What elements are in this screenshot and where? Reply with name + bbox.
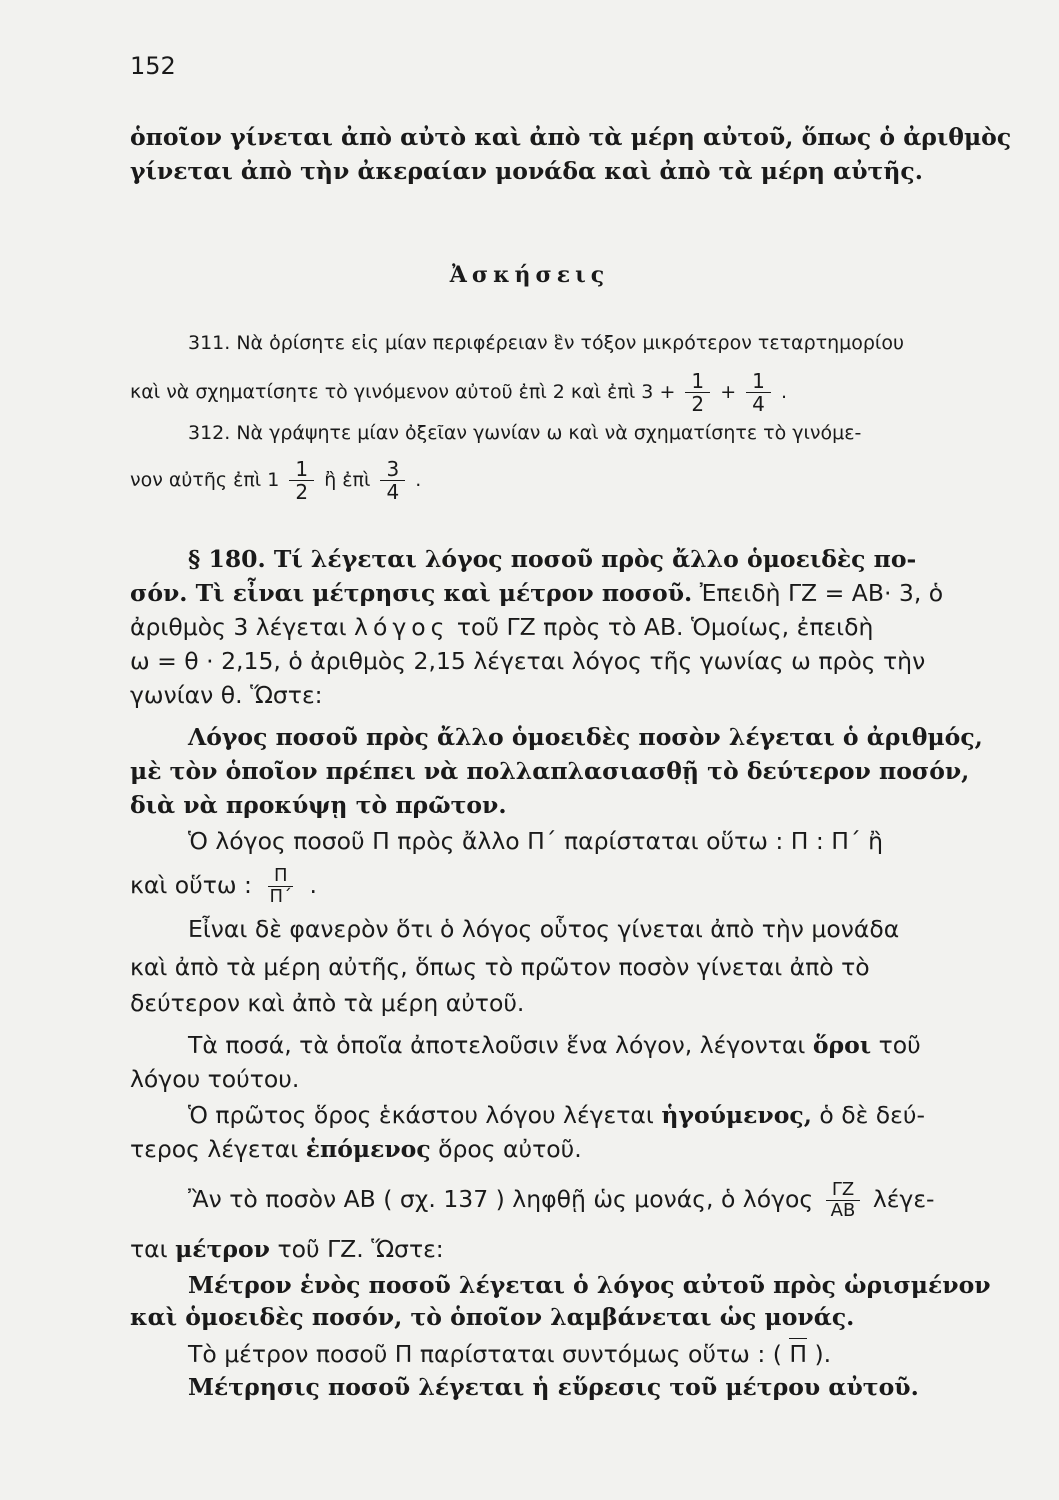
fraction-ratio-notation bbox=[263, 866, 298, 907]
section-text: Ἐπειδὴ ΓΖ = ΑΒ· 3, ὁ bbox=[699, 579, 944, 607]
measure-line-2 bbox=[130, 1234, 444, 1264]
section-line-5: γωνίαν θ. Ὥστε: bbox=[130, 681, 323, 709]
terms-text: ὅρος αὐτοῦ. bbox=[438, 1135, 582, 1163]
definition-ratio-line-2: μὲ τὸν ὁποῖον πρέπει νὰ πολλαπλασιασθῇ τὸ δεύτερον ποσόν, bbox=[130, 757, 970, 785]
terms-text: Ὁ πρῶτος ὅρος ἑκάστου λόγου λέγεται bbox=[188, 1101, 654, 1129]
fraction-one-quarter bbox=[746, 370, 771, 415]
exercise-312-line-2 bbox=[130, 458, 421, 503]
definition-measurement: Μέτρησις ποσοῦ λέγεται ἡ εὕρεσις τοῦ μέτρου αὐτοῦ. bbox=[188, 1373, 919, 1401]
definition-ratio-line-3: διὰ νὰ προκύψῃ τὸ πρῶτον. bbox=[130, 791, 507, 819]
fraction-denominator: 2 bbox=[691, 392, 705, 416]
terms-text: Τὰ ποσά, τὰ ὁποῖα ἀποτελοῦσιν ἕνα λόγον, λέγονται bbox=[188, 1031, 806, 1059]
fraction-one-half bbox=[685, 370, 710, 415]
measure-text: λέγε- bbox=[872, 1185, 935, 1213]
fraction-denominator: 4 bbox=[752, 392, 765, 416]
fraction-numerator: ΓΖ bbox=[826, 1180, 860, 1201]
page-number: 152 bbox=[130, 52, 176, 80]
terms-text: τερος λέγεται bbox=[130, 1135, 299, 1163]
exercise-311-text: καὶ νὰ σχηματίσητε τὸ γινόμενον αὐτοῦ ἐπὶ 2 καὶ ἐπὶ 3 bbox=[130, 381, 654, 403]
definition-measure-line-2: καὶ ὁμοειδὲς ποσόν, τὸ ὁποῖον λαμβάνεται ὡς μονάς. bbox=[130, 1303, 855, 1331]
measure-text: Ἂν τὸ ποσὸν ΑΒ ( σχ. 137 ) ληφθῇ ὡς μονάς, ὁ λόγος bbox=[188, 1185, 814, 1213]
fraction-numerator: 1 bbox=[746, 370, 771, 393]
terms-line-1 bbox=[188, 1030, 921, 1060]
obvious-line-2: καὶ ἀπὸ τὰ μέρη αὐτῆς, ὅπως τὸ πρῶτον ποσὸν γίνεται ἀπὸ τὸ bbox=[130, 953, 870, 981]
section-line-4: ω = θ · 2,15, ὁ ἀριθμὸς 2,15 λέγεται λόγος τῆς γωνίας ω πρὸς τὴν bbox=[130, 647, 926, 675]
section-title-line-2 bbox=[130, 578, 943, 608]
term-bold: ὅροι bbox=[812, 1031, 872, 1059]
period: . bbox=[309, 871, 317, 899]
fraction-numerator: 1 bbox=[289, 458, 314, 481]
or-text: ἢ ἐπὶ bbox=[324, 469, 371, 491]
fraction-denominator: 2 bbox=[295, 480, 309, 504]
obvious-line-3: δεύτερον καὶ ἀπὸ τὰ μέρη αὐτοῦ. bbox=[130, 989, 525, 1017]
obvious-line-1: Εἶναι δὲ φανερὸν ὅτι ὁ λόγος οὗτος γίνεται ἀπὸ τὴν μονάδα bbox=[188, 915, 900, 943]
definition-ratio-line-1: Λόγος ποσοῦ πρὸς ἄλλο ὁμοειδὲς ποσὸν λέγεται ὁ ἀριθμός, bbox=[188, 723, 983, 751]
fraction-one-half bbox=[289, 458, 314, 503]
fraction-denominator: Π΄ bbox=[269, 886, 292, 907]
notation-line-2 bbox=[130, 866, 317, 907]
exercise-311-line-2 bbox=[130, 370, 787, 415]
fraction-three-quarters bbox=[380, 458, 405, 503]
terms-text: ὁ δὲ δεύ- bbox=[819, 1101, 925, 1129]
section-title-line-1: § 180. Τί λέγεται λόγος ποσοῦ πρὸς ἄλλο ὁμοειδὲς πο- bbox=[188, 545, 917, 573]
plus-sign: + bbox=[720, 381, 737, 403]
terms-line-3 bbox=[188, 1100, 925, 1130]
fraction-numerator: 1 bbox=[685, 370, 710, 393]
measure-notation-text: ). bbox=[814, 1340, 832, 1368]
section-text: ἀριθμὸς 3 λέγεται bbox=[130, 613, 347, 641]
section-line-3 bbox=[130, 612, 873, 642]
period: . bbox=[780, 381, 787, 403]
term-bold: ἡγούμενος, bbox=[661, 1101, 812, 1129]
term-bold: ἑπόμενος bbox=[305, 1135, 431, 1163]
fraction-denominator: 4 bbox=[386, 480, 400, 504]
overlined-symbol: Π bbox=[789, 1340, 808, 1368]
section-title-bold: σόν. Τὶ εἶναι μέτρησις καὶ μέτρον ποσοῦ. bbox=[130, 579, 693, 607]
fraction-gz-ab bbox=[825, 1180, 862, 1221]
intro-line-2: γίνεται ἀπὸ τὴν ἀκεραίαν μονάδα καὶ ἀπὸ τὰ μέρη αὐτῆς. bbox=[130, 157, 923, 185]
fraction-numerator: 3 bbox=[380, 458, 405, 481]
section-text: τοῦ ΓΖ πρὸς τὸ ΑΒ. Ὁμοίως, ἐπειδὴ bbox=[456, 613, 874, 641]
plus-sign: + bbox=[659, 381, 676, 403]
measure-notation-line bbox=[188, 1338, 831, 1369]
fraction-numerator: Π bbox=[268, 866, 294, 887]
exercise-311-line-1: 311. Νὰ ὁρίσητε εἰς μίαν περιφέρειαν ἓν τόξον μικρότερον τεταρτημορίου bbox=[188, 332, 904, 354]
definition-measure-line-1: Μέτρον ἑνὸς ποσοῦ λέγεται ὁ λόγος αὐτοῦ πρὸς ὡρισμένον bbox=[188, 1271, 991, 1299]
period: . bbox=[415, 469, 422, 491]
term-bold: μέτρον bbox=[175, 1235, 270, 1263]
measure-text: τοῦ ΓΖ. Ὥστε: bbox=[277, 1235, 444, 1263]
exercise-312-text: νον αὐτῆς ἐπὶ 1 bbox=[130, 469, 280, 491]
fraction-denominator: ΑΒ bbox=[830, 1200, 856, 1221]
measure-notation-text: Τὸ μέτρον ποσοῦ Π παρίσταται συντόμως οὕτω : ( bbox=[188, 1340, 782, 1368]
measure-text: ται bbox=[130, 1235, 168, 1263]
terms-line-2: λόγου τούτου. bbox=[130, 1065, 300, 1093]
notation-text: καὶ οὕτω : bbox=[130, 871, 252, 899]
notation-line-1: Ὁ λόγος ποσοῦ Π πρὸς ἄλλο Π΄ παρίσταται οὕτω : Π : Π΄ ἢ bbox=[188, 827, 884, 855]
terms-text: τοῦ bbox=[878, 1031, 921, 1059]
measure-line-1 bbox=[188, 1180, 935, 1221]
terms-line-4 bbox=[130, 1134, 582, 1164]
exercises-heading: Ἀσκήσεις bbox=[449, 262, 610, 288]
spaced-term: λόγος bbox=[354, 613, 450, 641]
intro-line-1: ὁποῖον γίνεται ἀπὸ αὐτὸ καὶ ἀπὸ τὰ μέρη αὐτοῦ, ὅπως ὁ ἀριθμὸς bbox=[130, 123, 1012, 151]
exercise-312-line-1: 312. Νὰ γράψητε μίαν ὀξεῖαν γωνίαν ω καὶ νὰ σχηματίσητε τὸ γινόμε- bbox=[188, 422, 862, 444]
